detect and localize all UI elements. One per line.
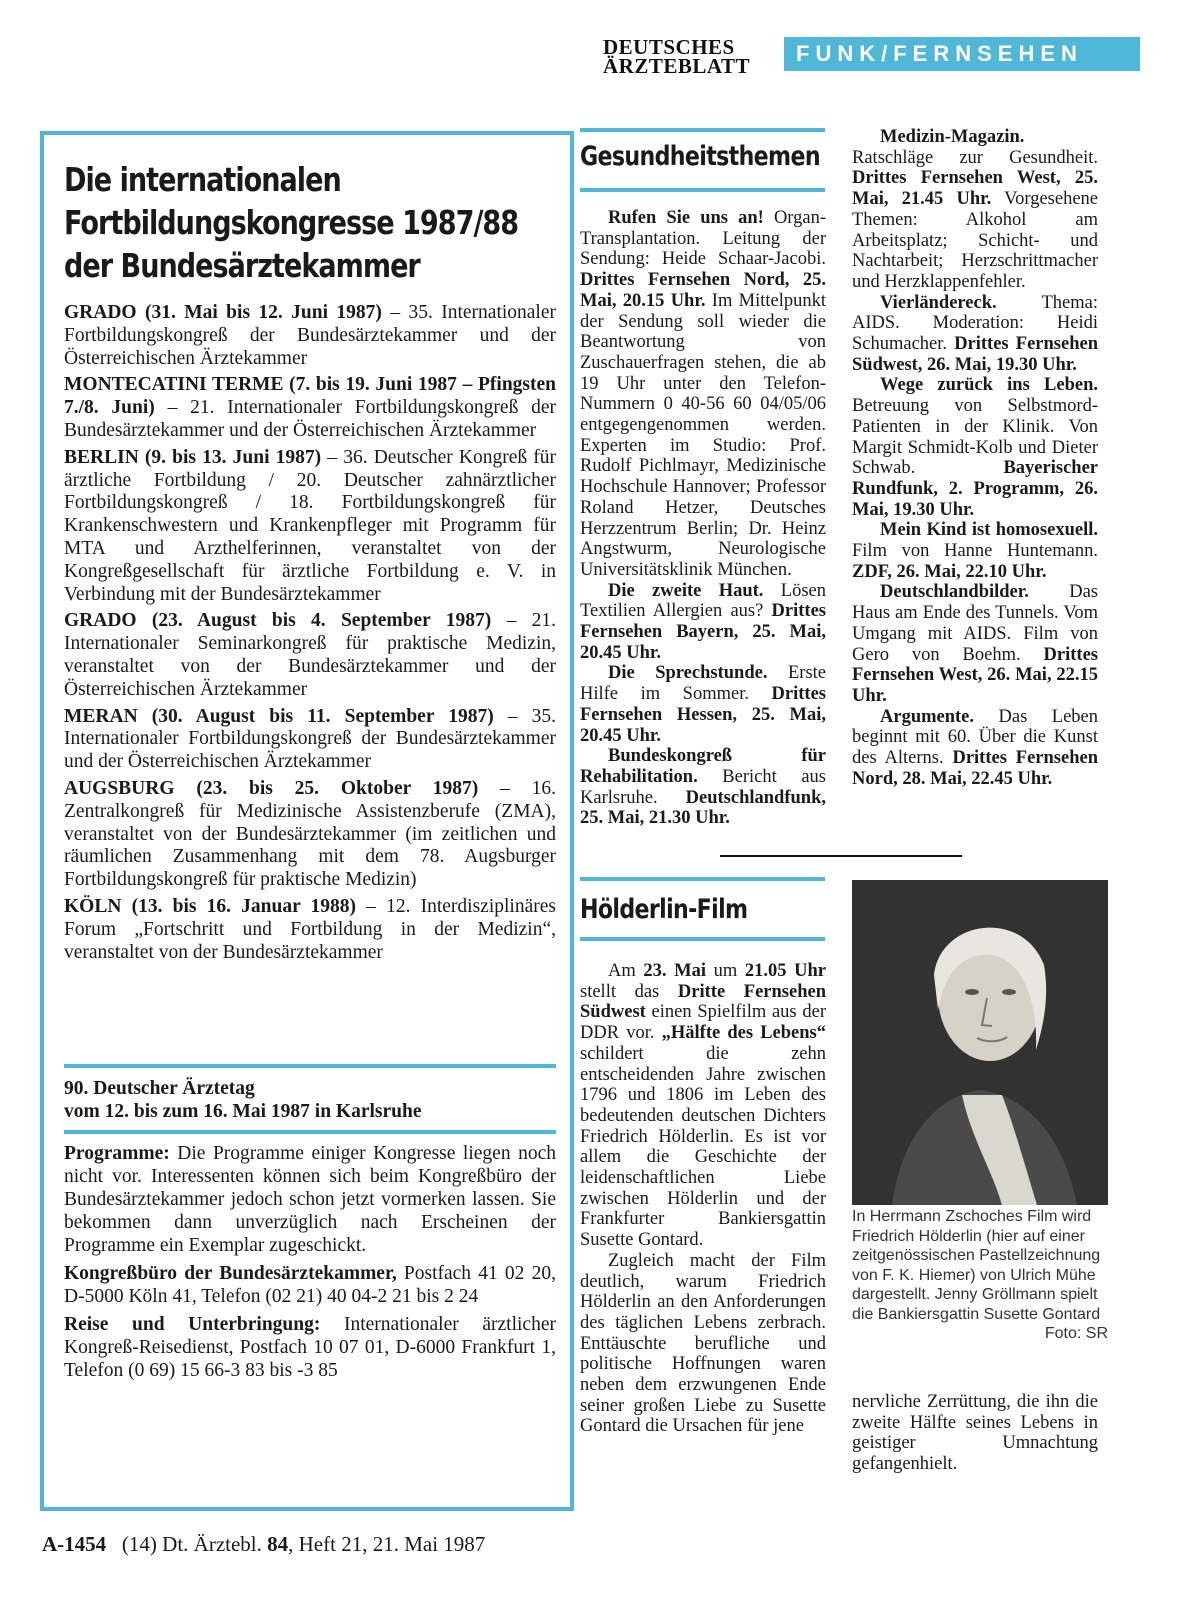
hoelderlin-article: [580, 961, 826, 1437]
hoelderlin-heading: Hölderlin-Film: [580, 894, 748, 925]
kongress-entry: [64, 447, 556, 607]
logo-line-2: ÄRZTEBLATT: [603, 54, 750, 78]
divider: [64, 1064, 556, 1068]
program-schedule: Drittes Fernsehen West, 25. Mai, 21.45 Uhr.: [852, 168, 1098, 210]
gesundheit-heading: Gesundheitsthemen: [580, 141, 820, 172]
program-item: [852, 293, 1098, 376]
hoelderlin-paragraph-1: [580, 961, 826, 1251]
entry-lead: MONTECATINI TERME (7. bis 19. Juni 1987 – Pfingsten 7./8. Juni): [64, 374, 556, 419]
program-item: [580, 663, 826, 746]
text: einen Spielfilm aus der DDR vor.: [580, 1002, 826, 1044]
kongress-entry: [64, 302, 556, 370]
program-schedule: Drittes Fernsehen Hessen, 25. Mai, 20.45 Uhr.: [580, 684, 826, 746]
portrait-illustration: [852, 880, 1108, 1205]
program-item: [852, 707, 1098, 790]
section-label: FUNK/FERNSEHEN: [784, 37, 1140, 71]
program-schedule: Drittes Fernsehen Nord, 25. Mai, 20.15 Uhr.: [580, 270, 826, 311]
entry-text: – 21. Internationaler Fortbildungskongreß der Bundesärztekammer und der Österreichischen Ärztekammer: [64, 397, 556, 441]
buero-text: Postfach 41 02 20, D-5000 Köln 41, Telefon (02 21) 40 04-2 21 bis 2 24: [64, 1263, 556, 1307]
program-title: Rufen Sie uns an!: [608, 208, 764, 228]
kongress-box-bottom-border: [40, 1507, 574, 1511]
reise-paragraph: [64, 1313, 556, 1382]
programme-lead: Programme:: [64, 1143, 170, 1164]
film-title: „Hälfte des Lebens“: [661, 1023, 826, 1044]
kongress-entry: [64, 374, 556, 442]
kongress-entry: [64, 896, 556, 964]
hoelderlin-continuation: [852, 1392, 1098, 1475]
caption-text: In Herrmann Zschoches Film wird Friedrich Hölderlin (hier auf einer zeitgenössischen Pastellzeichnung von F. K. Hiemer) von Ulrich Mühe dargestellt. Jenny Gröllmann spielt die Bankiersgattin Susette Gontard: [852, 1208, 1101, 1323]
program-title: Deutschlandbilder.: [880, 582, 1029, 603]
photo-credit: Foto: SR: [1044, 1325, 1108, 1342]
gesundheit-column: [580, 208, 826, 829]
program-title: Argumente.: [880, 706, 975, 727]
entry-lead: MERAN (30. August bis 11. September 1987): [64, 705, 494, 727]
kongress-entry: [64, 706, 556, 774]
headline-line-1: Die internationalen: [64, 160, 341, 199]
aerztetag-line-1: 90. Deutscher Ärztetag: [64, 1078, 255, 1099]
channel: Dritte Fernsehen Südwest: [580, 981, 826, 1023]
text: stellt das: [580, 981, 678, 1002]
program-title: Die Sprechstunde.: [608, 663, 768, 684]
entry-text: – 36. Deutscher Kongreß für ärztliche Fortbildung / 20. Deutscher zahnärztlicher Fortbildungskongreß / 18. Fortbildungskongreß für Krankenschwestern und Krankenpfleger mit Programm für MTA und Arzthelferinnen, veranstaltet von der Kongreßgesellschaft für ärztliche Fortbildung e. V. in Verbindung mit der Bundesärztekammer: [64, 446, 557, 605]
entry-lead: GRADO (31. Mai bis 12. Juni 1987): [64, 302, 382, 323]
program-text: Film von Hanne Huntemann.: [852, 541, 1098, 562]
buero-lead: Kongreßbüro der Bundesärztekammer,: [64, 1263, 397, 1284]
program-item: [852, 520, 1098, 582]
program-text: Bericht aus Karlsruhe.: [580, 766, 826, 808]
reise-lead: Reise und Unterbringung:: [64, 1314, 321, 1335]
program-text: Betreuung von Selbstmord-Patienten in der Klinik. Von Margit Schmidt-Kolb und Dieter Schwab.: [852, 396, 1098, 479]
program-text: Erste Hilfe im Sommer.: [580, 663, 826, 705]
program-text: Das Leben beginnt mit 60. Über die Kunst des Alterns.: [852, 706, 1098, 769]
program-text: Ratschläge zur Gesundheit.: [852, 147, 1098, 168]
program-item: [852, 127, 1098, 293]
text: um: [705, 961, 745, 981]
hoelderlin-paragraph-3: nervliche Zerrüttung, die ihn die zweite Hälfte seines Lebens in geistiger Umnachtung gefangenhielt.: [852, 1392, 1098, 1475]
aerztetag-line-2: vom 12. bis zum 16. Mai 1987 in Karlsruhe: [64, 1101, 422, 1122]
kongress-entry: [64, 610, 556, 701]
entry-text: – 35. Internationaler Fortbildungskongreß der Bundesärztekammer und der Österreichischen Ärztekammer: [64, 302, 556, 369]
program-item: [580, 208, 826, 581]
page-footer: [42, 1532, 485, 1556]
program-schedule: ZDF, 26. Mai, 22.10 Uhr.: [852, 561, 1047, 582]
page-number: A-1454: [42, 1532, 107, 1556]
program-schedule: Drittes Fernsehen Nord, 28. Mai, 22.45 Uhr.: [852, 748, 1098, 789]
program-title: Medizin-Magazin.: [880, 127, 1025, 147]
program-text: Im Mittelpunkt der Sendung soll wieder die Beantwortung von Zuschauerfragen stehen, die ab 19 Uhr unter den Telefon-Nummern 0 40-56 60 04/05/06 entgegengenommen werden. Experten im Studio: Prof. Rudolf Pichlmayr, Medizinische Hochschule Hannover; Professor Roland Hetzer, Deutsches Herzzentrum Berlin; Dr. Heinz Angstwurm, Neurologische Universitätsklinik München.: [580, 290, 826, 580]
program-text: Lösen Textilien Allergien aus?: [580, 580, 826, 622]
program-item: [852, 582, 1098, 706]
text: schildert die zehn entscheidenden Jahre zwischen 1796 und 1806 im Leben des bedeutenden deutschen Dichters Friedrich Hölderlin. Es ist vor allem die Geschichte der leidenschaftlichen Liebe zwischen Hölderlin und der Frankfurter Bankiersgattin Susette Gontard.: [580, 1043, 826, 1251]
entry-text: – 21. Internationaler Seminarkongreß für praktische Medizin, veranstaltet von der Bundesärztekammer und der Österreichischen Ärztekammer: [64, 610, 556, 700]
entry-lead: BERLIN (9. bis 13. Juni 1987): [64, 446, 322, 468]
reise-text: Internationaler ärztlicher Kongreß-Reisedienst, Postfach 10 07 01, D-6000 Frankfurt 1, Telefon (0 69) 15 66-3 83 bis -3 85: [64, 1314, 556, 1381]
divider: [720, 855, 962, 857]
headline-line-2: Fortbildungskongresse 1987/88: [64, 203, 519, 242]
program-item: [852, 375, 1098, 520]
issue-date: , Heft 21, 21. Mai 1987: [288, 1532, 486, 1556]
photo-caption: [852, 1207, 1108, 1344]
entry-lead: AUGSBURG (23. bis 25. Oktober 1987): [64, 777, 479, 799]
program-schedule: Drittes Fernsehen Bayern, 25. Mai, 20.45 Uhr.: [580, 601, 826, 663]
program-title: Wege zurück ins Leben.: [880, 375, 1098, 396]
date: 23. Mai: [643, 961, 706, 981]
hoelderlin-portrait: [852, 880, 1108, 1205]
divider: [580, 937, 825, 941]
program-title: Vierländereck.: [880, 292, 997, 313]
divider: [64, 1130, 556, 1134]
program-title: Bundeskongreß für Rehabilitation.: [580, 746, 826, 787]
programme-text: Die Programme einiger Kongresse liegen noch nicht vor. Interessenten können sich beim Kongreßbüro der Bundesärztekammer jedoch schon jetzt vormerken lassen. Sie bekommen dann unverzüglich nach Erscheinen der Programme ein Exemplar zugeschickt.: [64, 1143, 556, 1256]
divider: [580, 188, 825, 192]
kongress-list: [64, 302, 556, 968]
entry-text: – 35. Internationaler Fortbildungskongreß der Bundesärztekammer und der Österreichischen Ärztekammer: [64, 705, 556, 773]
program-schedule: Deutschlandfunk, 25. Mai, 21.30 Uhr.: [580, 787, 826, 829]
program-text: Organ-Transplantation. Leitung der Sendung: Heide Schaar-Jacobi.: [580, 208, 826, 270]
buero-paragraph: [64, 1262, 556, 1308]
volume: 84: [267, 1532, 289, 1556]
program-schedule: Drittes Fernsehen Südwest, 26. Mai, 19.30 Uhr.: [852, 334, 1098, 375]
divider: [580, 877, 825, 881]
entry-text: – 12. Interdisziplinäres Forum „Fortschritt und Fortbildung in der Medizin“, veranstaltet von der Bundesärztekammer: [64, 895, 556, 963]
entry-lead: GRADO (23. August bis 4. September 1987): [64, 610, 492, 632]
logo-line-1: DEUTSCHES: [603, 35, 735, 59]
kongress-headline: [64, 158, 556, 287]
program-text: Das Haus am Ende des Tunnels. Vom Umgang mit AIDS. Film von Gero von Boehm.: [852, 582, 1098, 665]
hoelderlin-paragraph-2: Zugleich macht der Film deutlich, warum Friedrich Hölderlin an den Anforderungen des täglichen Lebens zerbrach. Enttäuschte berufliche und politische Hoffnungen waren neben dem erzwungenen Ende seiner großen Liebe zu Susette Gontard die Ursachen für jene: [580, 1250, 826, 1437]
programme-paragraph: [64, 1142, 556, 1257]
program-schedule: Drittes Fernsehen West, 26. Mai, 22.15 Uhr.: [852, 644, 1098, 706]
journal-ref: (14) Dt. Ärztebl.: [121, 1532, 268, 1556]
headline-line-3: der Bundesärztekammer: [64, 246, 420, 285]
entry-text: – 16. Zentralkongreß für Medizinische Assistenzberufe (ZMA), veranstaltet von der Bundesärztekammer (im zeitlichen und räumlichen Zusammenhang mit dem 78. Augsburger Fortbildungskongreß für praktische Medizin): [64, 777, 557, 891]
program-item: [580, 581, 826, 664]
divider: [580, 128, 825, 132]
kongress-entry: [64, 778, 556, 892]
program-text: Thema: AIDS. Moderation: Heidi Schumacher.: [852, 292, 1098, 355]
program-item: [580, 746, 826, 829]
text: Am: [608, 961, 644, 981]
time: 21.05 Uhr: [744, 961, 826, 981]
program-schedule: Bayerischer Rundfunk, 2. Programm, 26. Mai, 19.30 Uhr.: [852, 458, 1098, 520]
entry-lead: KÖLN (13. bis 16. Januar 1988): [64, 895, 357, 917]
program-text: Vorgesehene Themen: Alkohol am Arbeitsplatz; Schicht- und Nachtarbeit; Herzschrittmacher und Herzklappenfehler.: [852, 189, 1099, 292]
program-title: Die zweite Haut.: [608, 580, 764, 601]
programme-info: [64, 1142, 556, 1387]
aerztetag-notice: [64, 1077, 556, 1123]
masthead-logo: [603, 35, 775, 78]
kongress-box-left-border: [40, 131, 44, 1511]
gesundheit-column-right: [852, 127, 1098, 790]
program-title: Mein Kind ist homosexuell.: [880, 520, 1098, 541]
